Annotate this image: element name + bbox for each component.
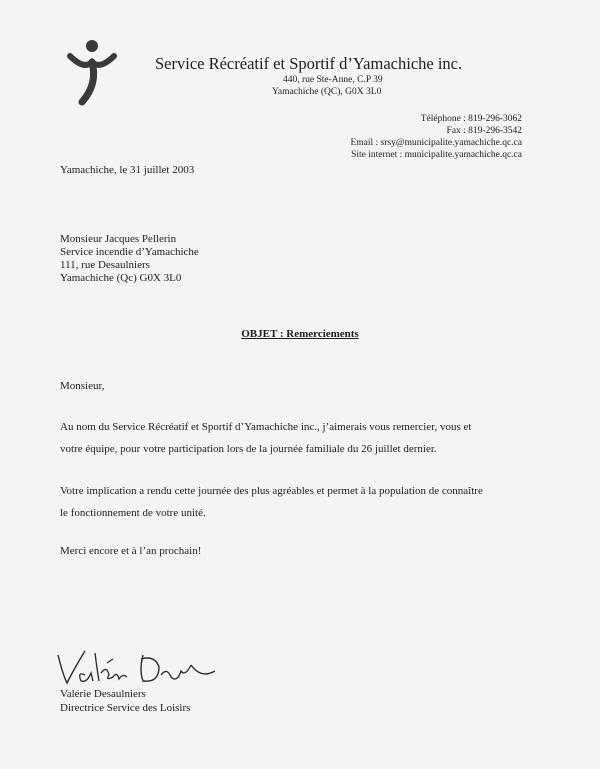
- paragraph-1-line-1: Au nom du Service Récréatif et Sportif d’Yamachiche inc., j’aimerais vous remercier, vous et: [60, 421, 472, 433]
- address-line-2: Yamachiche (QC), G0X 3L0: [272, 87, 382, 97]
- email: Email : srsy@municipalite.yamachiche.qc.ca: [350, 138, 522, 148]
- organization-logo: [66, 38, 118, 108]
- recipient-street: 111, rue Desaulniers: [60, 259, 150, 271]
- organization-name: Service Récréatif et Sportif d’Yamachiche inc.: [155, 54, 463, 73]
- date-line: Yamachiche, le 31 juillet 2003: [60, 164, 195, 176]
- paragraph-2-line-1: Votre implication a rendu cette journée des plus agréables et permet à la population de connaître: [60, 485, 483, 497]
- website: Site internet : municipalite.yamachiche.qc.ca: [351, 150, 522, 160]
- signatory-name: Valérie Desaulniers: [60, 688, 146, 700]
- paragraph-1-line-2: votre équipe, pour votre participation lors de la journée familiale du 26 juillet dernier.: [60, 443, 437, 455]
- recipient-city: Yamachiche (Qc) G0X 3L0: [60, 272, 182, 284]
- recipient-organization: Service incendie d’Yamachiche: [60, 246, 199, 258]
- paragraph-3: Merci encore et à l’an prochain!: [60, 545, 202, 557]
- subject-line: OBJET : Remerciements: [241, 328, 359, 340]
- telephone: Téléphone : 819-296-3062: [420, 114, 522, 124]
- salutation: Monsieur,: [60, 380, 105, 392]
- handwritten-signature: [55, 645, 220, 690]
- paragraph-2-line-2: le fonctionnement de votre unité.: [60, 507, 206, 519]
- signatory-title: Directrice Service des Loisirs: [60, 702, 191, 714]
- address-line-1: 440, rue Ste-Anne, C.P 39: [283, 75, 383, 85]
- fax: Fax : 819-296-3542: [446, 126, 522, 136]
- recipient-name: Monsieur Jacques Pellerin: [60, 233, 177, 245]
